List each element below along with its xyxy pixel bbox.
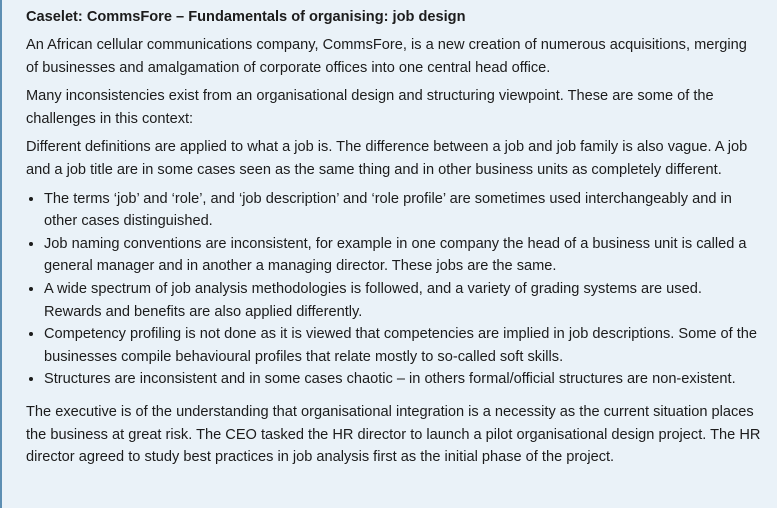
closing-paragraph: The executive is of the understanding that organisational integration is a necessity as the current situation places the business at great risk. The CEO tasked the HR director to launch a pilot organisational design project. The HR director agreed to study best practices in job analysis first as the initial phase of the project. — [26, 403, 761, 466]
list-item: • Structures are inconsistent and in some cases chaotic – in others formal/official structures are non-existent. — [44, 368, 763, 391]
list-item: • Competency profiling is not done as it is viewed that competencies are implied in job descriptions. Some of the businesses compile behavioural profiles that relate mostly to so-called soft skills. — [44, 323, 763, 368]
list-item: • The terms ‘job’ and ‘role’, and ‘job description’ and ‘role profile’ are sometimes used interchangeably and in other cases distinguished. — [44, 188, 763, 233]
job-definition-paragraph: Different definitions are applied to what a job is. The difference between a job and job family is also vague. A job and a job title are in some cases seen as the same thing and in other business units as completely different. — [26, 139, 748, 178]
intro-paragraph: An African cellular communications company, CommsFore, is a new creation of numerous acquisitions, merging of businesses and amalgamation of corporate offices into one central head office. — [26, 37, 747, 76]
challenges-list — [24, 188, 763, 391]
list-item: • Job naming conventions are inconsistent, for example in one company the head of a business unit is called a general manager and in another a managing director. These jobs are the same. — [44, 233, 763, 278]
caselet-title: Caselet: CommsFore – Fundamentals of organising: job design — [26, 9, 466, 25]
challenges-intro-paragraph: Many inconsistencies exist from an organisational design and structuring viewpoint. These are some of the challenges in this context: — [26, 88, 714, 127]
list-item: • A wide spectrum of job analysis methodologies is followed, and a variety of grading systems are used. Rewards and benefits are also applied differently. — [44, 278, 763, 323]
